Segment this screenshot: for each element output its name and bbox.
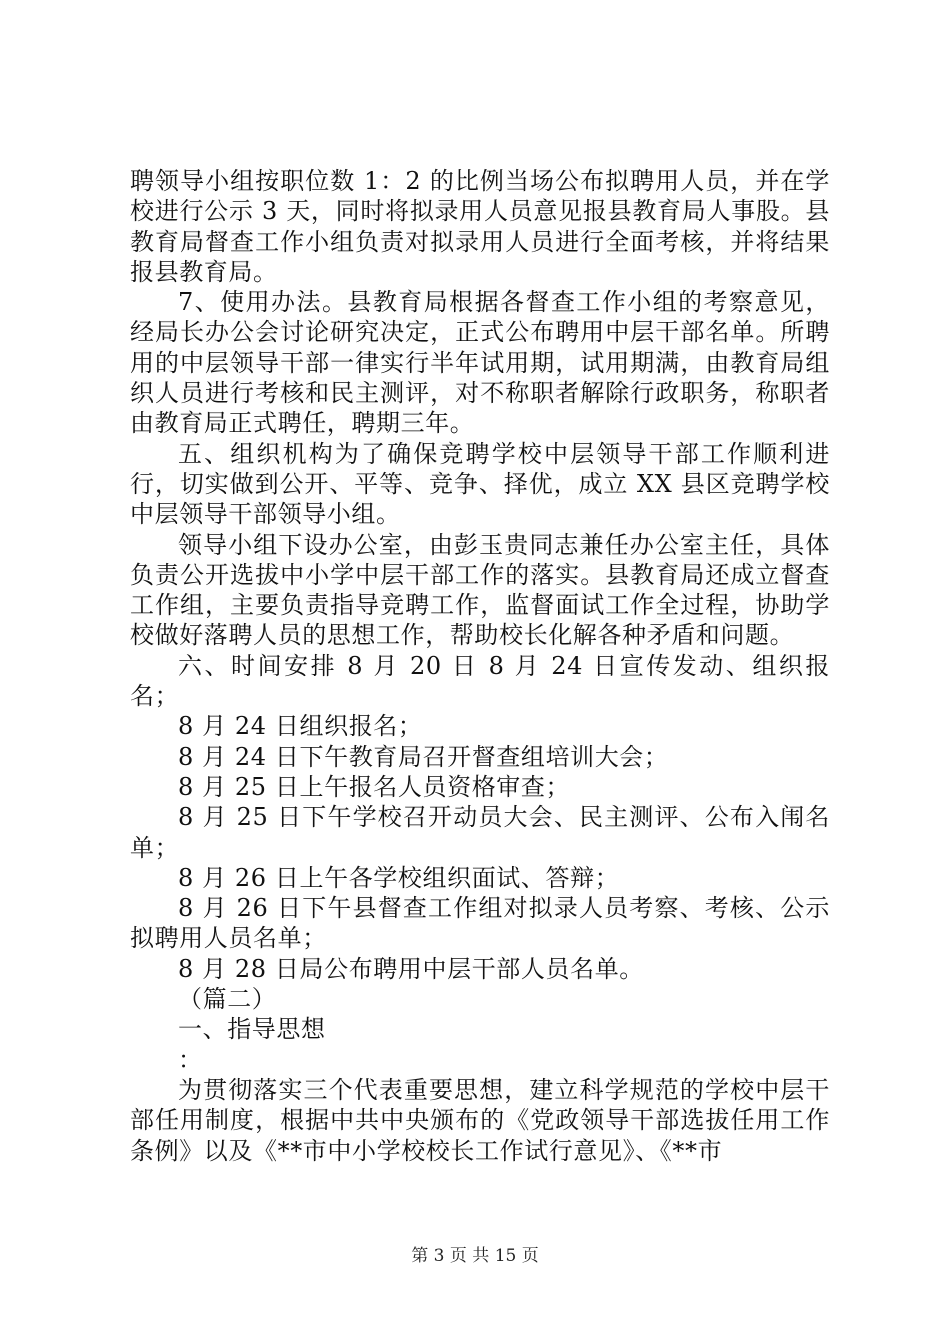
page-number: 第 3 页 共 15 页: [411, 1246, 539, 1266]
paragraph: 五、组织机构为了确保竞聘学校中层领导干部工作顺利进行，切实做到公开、平等、竞争、择优，成立 XX 县区竞聘学校中层领导干部领导小组。: [130, 439, 830, 529]
document-body: [130, 166, 830, 1166]
paragraph: 8 月 24 日组织报名；: [178, 712, 423, 741]
section-heading: 一、指导思想: [178, 1015, 326, 1044]
paragraph: 六、时间安排 8 月 20 日 8 月 24 日宣传发动、组织报名；: [130, 651, 830, 711]
paragraph: 领导小组下设办公室，由彭玉贵同志兼任办公室主任，具体负责公开选拔中小学中层干部工作的落实。县教育局还成立督查工作组，主要负责指导竞聘工作，监督面试工作全过程，协助学校做好落聘人员的思想工作，帮助校长化解各种矛盾和问题。: [130, 530, 830, 650]
paragraph: 7、使用办法。县教育局根据各督查工作小组的考察意见，经局长办公会讨论研究决定，正式公布聘用中层干部名单。所聘用的中层领导干部一律实行半年试用期，试用期满，由教育局组织人员进行考核和民主测评，对不称职者解除行政职务，称职者由教育局正式聘任，聘期三年。: [130, 288, 830, 438]
paragraph: 8 月 25 日上午报名人员资格审查；: [178, 772, 571, 801]
paragraph: 聘领导小组按职位数 1：2 的比例当场公布拟聘用人员，并在学校进行公示 3 天，同时将拟录用人员意见报县教育局人事股。县教育局督查工作小组负责对拟录用人员进行全面考核，并将结果报县教育局。: [130, 167, 830, 286]
paragraph: 8 月 25 日下午学校召开动员大会、民主测评、公布入闱名单；: [130, 803, 830, 862]
paragraph: ：: [178, 1045, 203, 1074]
section-label: （篇二）: [178, 985, 277, 1014]
paragraph: 为贯彻落实三个代表重要思想，建立科学规范的学校中层干部任用制度，根据中共中央颁布的《党政领导干部选拔任用工作条例》以及《**市中小学校校长工作试行意见》、《**市: [130, 1075, 830, 1165]
paragraph: 8 月 26 日下午县督查工作组对拟录人员考察、考核、公示拟聘用人员名单；: [130, 894, 830, 953]
paragraph: 8 月 24 日下午教育局召开督查组培训大会；: [178, 742, 669, 771]
paragraph: 8 月 26 日上午各学校组织面试、答辩；: [178, 863, 620, 892]
paragraph: 8 月 28 日局公布聘用中层干部人员名单。: [178, 954, 644, 983]
